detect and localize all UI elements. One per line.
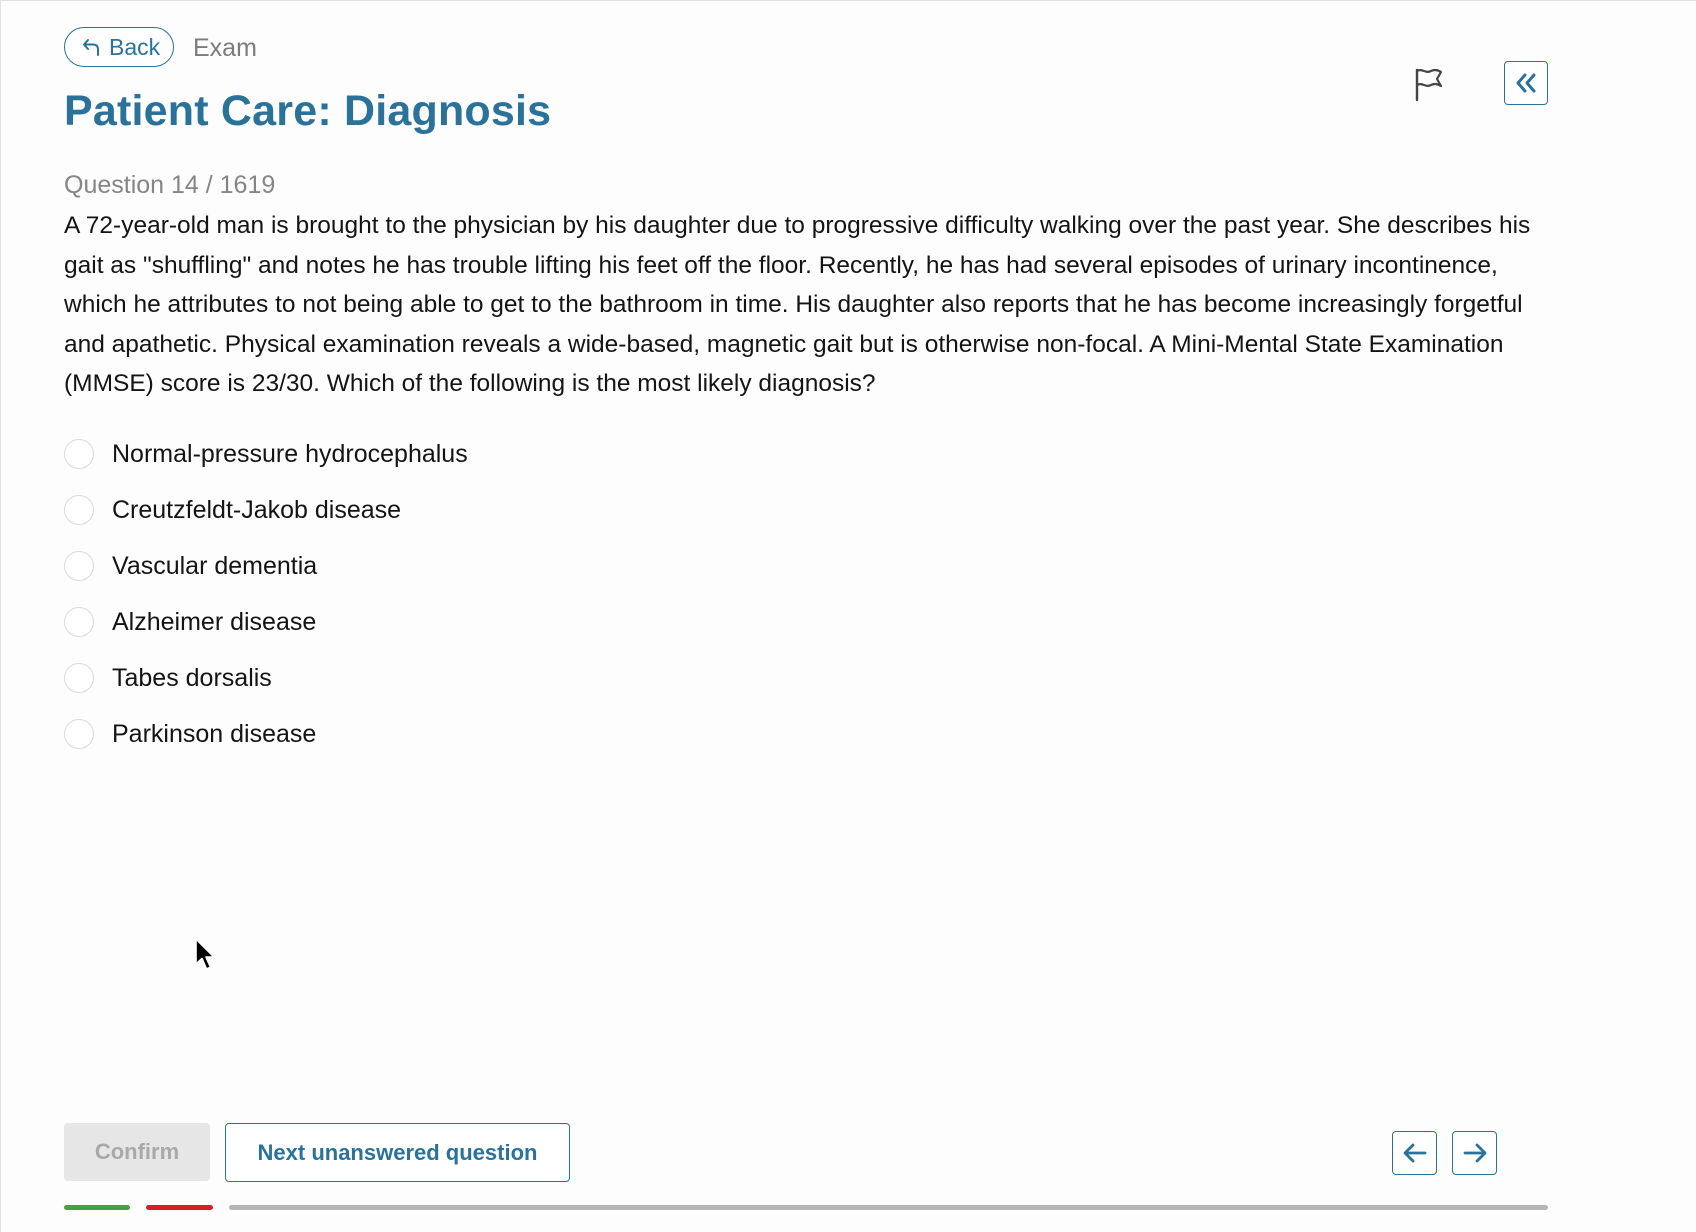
- back-button[interactable]: [64, 27, 174, 67]
- progress-remaining-segment: [229, 1205, 1548, 1210]
- radio-button[interactable]: [64, 607, 94, 637]
- back-button-label: Back: [109, 33, 161, 60]
- answer-option-label: Vascular dementia: [112, 551, 318, 580]
- page-title: Patient Care: Diagnosis: [64, 87, 552, 135]
- arrow-left-icon: [1401, 1141, 1429, 1165]
- radio-button[interactable]: [64, 663, 94, 693]
- answer-option[interactable]: [64, 426, 468, 482]
- answer-options: [64, 426, 468, 762]
- answer-option-label: Tabes dorsalis: [112, 663, 272, 692]
- answer-option-label: Creutzfeldt-Jakob disease: [112, 495, 402, 524]
- answer-option[interactable]: [64, 538, 468, 594]
- flag-icon: [1413, 66, 1445, 102]
- radio-button[interactable]: [64, 719, 94, 749]
- mouse-pointer-icon: [194, 937, 216, 973]
- radio-button[interactable]: [64, 551, 94, 581]
- progress-incorrect-segment: [146, 1205, 213, 1210]
- confirm-button[interactable]: Confirm: [64, 1123, 210, 1181]
- answer-option-label: Normal-pressure hydrocephalus: [112, 439, 468, 468]
- progress-correct-segment: [64, 1205, 130, 1210]
- arrow-right-icon: [1461, 1141, 1489, 1165]
- answer-option[interactable]: [64, 706, 468, 762]
- flag-question-button[interactable]: [1411, 65, 1447, 105]
- previous-question-button[interactable]: [1392, 1131, 1437, 1175]
- breadcrumb: Exam: [193, 34, 257, 62]
- radio-button[interactable]: [64, 495, 94, 525]
- undo-arrow-icon: [81, 36, 103, 58]
- question-counter: Question 14 / 1619: [64, 171, 276, 199]
- answer-option[interactable]: [64, 594, 468, 650]
- answer-option-label: Parkinson disease: [112, 719, 317, 748]
- double-chevron-left-icon: [1513, 71, 1539, 95]
- answer-option[interactable]: [64, 650, 468, 706]
- next-unanswered-question-button[interactable]: Next unanswered question: [225, 1123, 570, 1182]
- answer-option[interactable]: [64, 482, 468, 538]
- radio-button[interactable]: [64, 439, 94, 469]
- answer-option-label: Alzheimer disease: [112, 607, 317, 636]
- collapse-panel-button[interactable]: [1504, 61, 1548, 105]
- next-question-button[interactable]: [1452, 1131, 1497, 1175]
- question-stem: A 72-year-old man is brought to the physician by his daughter due to progressive difficulty walking over the past year. She describes his gait as "shuffling" and notes he has trouble lifting his feet off the floor. Recently, he has had several episodes of urinary incontinence, which he attributes to not being able to get to the bathroom in time. His daughter also reports that he has become increasingly forgetful and apathetic. Physical examination reveals a wide-based, magnetic gait but is otherwise non-focal. A Mini-Mental State Examination (MMSE) score is 23/30. Which of the following is the most likely diagnosis?: [64, 212, 1531, 398]
